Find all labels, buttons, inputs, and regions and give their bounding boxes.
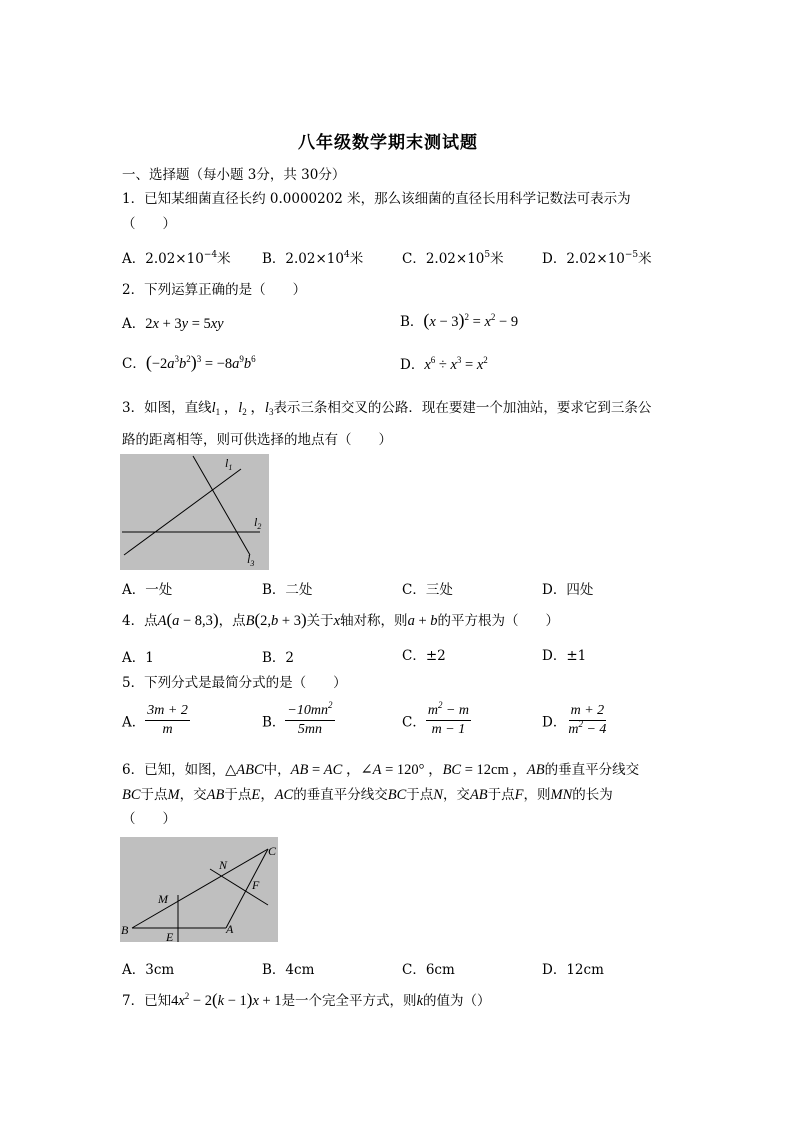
q6-figure	[120, 837, 278, 942]
q6-stem-line1: 6．已知，如图，△ABC中，AB = AC ，∠A = 120° ，BC = 12cm ，AB的垂直平分线交	[122, 762, 640, 778]
label-e: E	[166, 930, 174, 942]
label-m: M	[158, 892, 168, 906]
label-l3: $l_3$	[247, 552, 255, 568]
q4-stem: 4．点A(a − 8,3)，点B(2,b + 3)关于x轴对称，则a + b的平方根为（ ）	[122, 610, 559, 629]
q1-option-d: D．$2.02\times 10^{-5}$米	[542, 250, 652, 267]
label-f: F	[252, 878, 260, 892]
label-l1: $l_1$	[225, 456, 233, 472]
q4-option-c: C．±2	[402, 648, 446, 664]
q6-stem-line2: BC于点M，交AB于点E，AC的垂直平分线交BC于点N，交AB于点F，则MN的长为	[122, 787, 613, 803]
q1-option-b: B．$2.02\times 10^4$米	[262, 250, 364, 267]
label-a: A	[226, 922, 234, 936]
q5-option-b: B． $\frac{-10mn^2}{5mn}$	[262, 700, 333, 738]
q5-option-a: A． $\frac{3m + 2}{m}$	[122, 703, 188, 738]
q3-stem-line1: 3．如图，直线$l_1$ ，$l_2$ ，$l_3$表示三条相交叉的公路．现在要建一个加油站，要求它到三条公	[122, 400, 652, 417]
q3-stem-line2: 路的距离相等，则可供选择的地点有（ ）	[122, 432, 392, 448]
q2-option-b: B．$(x - 3)^2 = x^2 - 9$	[400, 310, 519, 330]
label-n: N	[219, 858, 228, 872]
q4-option-b: B．2	[262, 650, 295, 666]
road-line	[193, 456, 250, 555]
label-b: B	[121, 923, 129, 937]
section-heading: 一、选择题（每小题 3分，共 30分）	[122, 167, 346, 183]
q5-stem: 5．下列分式是最简分式的是（ ）	[122, 675, 347, 691]
q1-paren: （ ）	[122, 216, 176, 232]
q6-option-a: A．3cm	[122, 962, 175, 978]
q6-option-b: B．4cm	[262, 962, 315, 978]
label-l2: $l_2$	[254, 515, 262, 531]
label-c: C	[268, 844, 277, 858]
road-line	[124, 469, 241, 555]
q3-option-b: B．二处	[262, 582, 313, 598]
q6-paren: （ ）	[122, 811, 176, 827]
side-bc	[132, 849, 268, 928]
q3-option-d: D．四处	[542, 582, 594, 598]
q5-option-c: C． $\frac{m^2 - m}{m - 1}$	[402, 700, 470, 738]
q4-option-d: D．±1	[542, 648, 587, 664]
q6-option-c: C．6cm	[402, 962, 455, 978]
q4-option-a: A．1	[122, 650, 154, 666]
q2-option-d: D．$x^6 \div x^3 = x^2$	[400, 355, 488, 373]
q5-option-d: D． $\frac{m + 2}{m^2 - 4}$	[542, 703, 607, 738]
page-title: 八年级数学期末测试题	[298, 133, 478, 153]
q3-option-c: C．三处	[402, 582, 453, 598]
q3-figure	[120, 454, 269, 570]
q3-option-a: A．一处	[122, 582, 173, 598]
q6-option-d: D．12cm	[542, 962, 604, 978]
q2-stem: 2．下列运算正确的是（ ）	[122, 282, 307, 298]
q7-stem: 7．已知$4x^2 - 2(k - 1)x + 1$是一个完全平方式，则k的值为（）	[122, 990, 491, 1009]
q1-option-a: A．$2.02\times 10^{-4}$米	[122, 250, 231, 267]
q2-option-c: C．$(-2a^3b^2)^3 = -8a^9b^6$	[122, 352, 256, 372]
q1-option-c: C．$2.02\times 10^5$米	[402, 250, 504, 267]
q2-option-a: A．2x + 3y = 5xy	[122, 316, 224, 332]
q1-stem: 1．已知某细菌直径长约 0.0000202 米，那么该细菌的直径长用科学记数法可表示为	[122, 191, 631, 207]
